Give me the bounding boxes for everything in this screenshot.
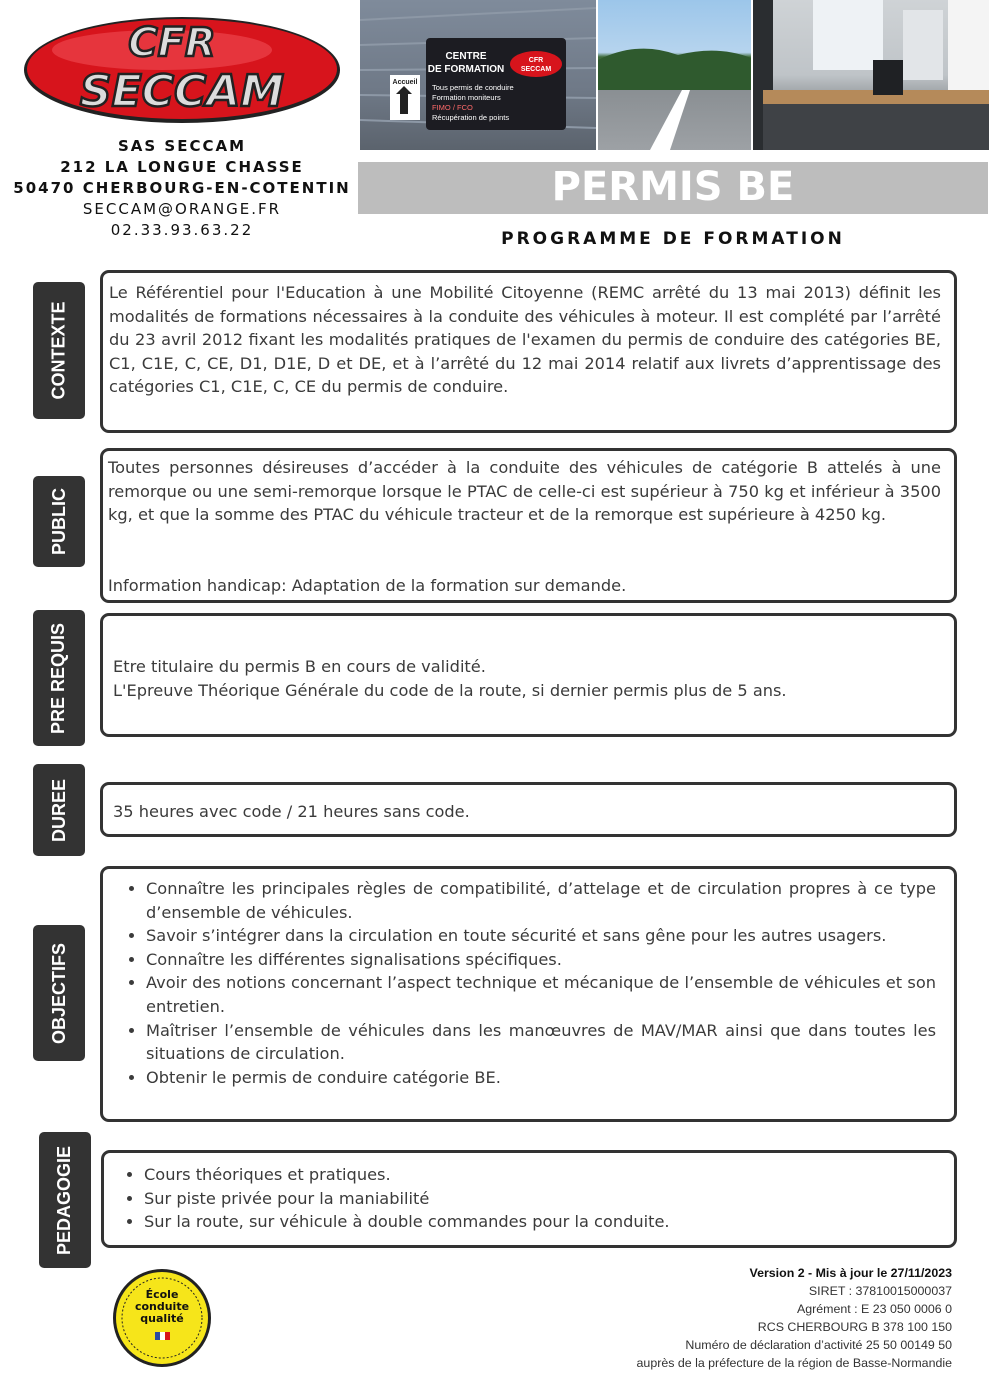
version-text: Version 2 - Mis à jour le 27/11/2023 <box>749 1266 952 1280</box>
objectif-item: • Avoir des notions concernant l’aspect technique et mécanique de l’ensemble de véhicules et son entretien. <box>146 971 936 1018</box>
sign-brand-2: SECCAM <box>520 66 552 73</box>
section-label-duree: DUREE <box>48 778 69 842</box>
section-tab-prerequis <box>33 610 85 746</box>
public-handicap-text: Information handicap: Adaptation de la formation sur demande. <box>108 576 627 595</box>
sign-title-2: DE FORMATION <box>427 64 505 75</box>
pedagogie-list <box>104 1163 944 1234</box>
sign-accueil-text: Accueil <box>392 79 418 86</box>
page-subtitle: PROGRAMME DE FORMATION <box>501 229 845 249</box>
prerequis-line-2: L'Epreuve Théorique Générale du code de la route, si dernier permis plus de 5 ans. <box>113 681 787 700</box>
section-tab-objectifs <box>33 925 85 1061</box>
flag-icon <box>155 1332 160 1340</box>
badge-text-2: conduite <box>134 1300 190 1313</box>
section-label-objectifs: OBJECTIFS <box>48 942 69 1044</box>
objectif-item: • Savoir s’intégrer dans la circulation en toute sécurité et sans gêne pour les autres usagers. <box>146 924 936 948</box>
siret-text: SIRET : 37810015000037 <box>808 1284 952 1298</box>
section-label-prerequis: PRE REQUIS <box>48 622 69 734</box>
sign-item-4: Récupération de points <box>432 113 510 122</box>
sign-item-3: FIMO / FCO <box>432 103 473 112</box>
photo-reception-office <box>753 0 989 150</box>
company-name: SAS SECCAM <box>117 137 247 155</box>
city-address: 50470 CHERBOURG-EN-COTENTIN <box>13 179 351 197</box>
cfr-seccam-logo <box>22 14 342 126</box>
badge-text-1: École <box>145 1288 179 1301</box>
section-box-duree <box>100 782 957 837</box>
public-text: Toutes personnes désireuses d’accéder à la conduite des véhicules de catégorie B attelés à une remorque ou une semi-remorque lorsque le PTAC de celle-ci est supérieur à 750 kg et inférieur à 3500 kg, et que la somme des PTAC du véhicule tracteur et de la remorque est supérieure à 4250 kg. <box>108 458 941 525</box>
sign-item-1: Tous permis de conduire <box>432 83 514 92</box>
logo-text-seccam: SECCAM <box>79 66 285 117</box>
section-box-pedagogie <box>101 1150 957 1248</box>
photo-driving-track <box>598 0 751 150</box>
section-box-prerequis <box>100 613 957 737</box>
contexte-text: Le Référentiel pour l'Education à une Mobilité Citoyenne (REMC arrêté du 13 mai 2013) définit les modalités de formations nécessaires à la conduite des véhicules à moteur. Il est complété par l’arrêté du 23 avril 2012 fixant les modalités pratiques de l'examen du permis de conduire des catégories BE, C1, C1E, C, CE, D1, D1E, D et DE, et à l’arrêté du 12 mai 2014 relatif aux livrets d’apprentissage des catégories C1, C1E, C, CE du permis de conduire. <box>109 283 941 397</box>
objectif-item: • Connaître les principales règles de compatibilité, d’attelage et de circulation propres à ce type d’ensemble de véhicules. <box>146 877 936 924</box>
badge-text-3: qualité <box>140 1312 184 1325</box>
objectifs-list <box>106 877 936 1089</box>
prerequis-line-1: Etre titulaire du permis B en cours de validité. <box>113 657 486 676</box>
agrement-text: Agrément : E 23 050 0006 0 <box>797 1302 952 1316</box>
pedagogie-item: • Cours théoriques et pratiques. <box>144 1163 944 1187</box>
section-label-public: PUBLIC <box>48 488 69 555</box>
section-box-objectifs <box>100 866 957 1122</box>
street-address: 212 LA LONGUE CHASSE <box>60 158 304 176</box>
sign-item-2: Formation moniteurs <box>432 93 501 102</box>
prefecture-text: auprès de la préfecture de la région de Basse-Normandie <box>636 1356 952 1370</box>
sign-brand-1: CFR <box>528 57 544 64</box>
section-box-contexte <box>100 270 957 433</box>
section-tab-contexte <box>33 282 85 419</box>
declaration-text: Numéro de déclaration d’activité 25 50 00149 50 <box>685 1338 952 1352</box>
rcs-text: RCS CHERBOURG B 378 100 150 <box>757 1320 952 1334</box>
section-label-contexte: CONTEXTE <box>48 301 69 400</box>
section-tab-public <box>33 476 85 567</box>
objectif-item: • Maîtriser l’ensemble de véhicules dans les manœuvres de MAV/MAR ainsi que dans toutes les situations de circulation. <box>146 1019 936 1066</box>
page-title: PERMIS BE <box>551 164 795 210</box>
title-banner <box>358 162 988 214</box>
logo-text-cfr: CFR <box>128 20 216 66</box>
section-box-public <box>100 448 957 603</box>
sign-title-1: CENTRE <box>445 51 487 62</box>
objectif-item: • Obtenir le permis de conduire catégorie BE. <box>146 1066 936 1090</box>
photo-building-sign <box>360 0 596 150</box>
phone-number[interactable]: 02.33.93.63.22 <box>110 221 254 239</box>
pedagogie-item: • Sur piste privée pour la maniabilité <box>144 1187 944 1211</box>
pedagogie-item: • Sur la route, sur véhicule à double commandes pour la conduite. <box>144 1210 944 1234</box>
section-label-pedagogie: PEDAGOGIE <box>54 1145 75 1255</box>
company-address-block <box>10 136 354 241</box>
objectif-item: • Connaître les différentes signalisations spécifiques. <box>146 948 936 972</box>
ecole-conduite-qualite-badge <box>112 1268 212 1368</box>
duree-text: 35 heures avec code / 21 heures sans code. <box>113 802 470 821</box>
section-tab-duree <box>33 764 85 856</box>
email-address[interactable]: SECCAM@ORANGE.FR <box>82 200 282 218</box>
footer-legal-info <box>637 1264 952 1372</box>
section-tab-pedagogie <box>39 1132 91 1268</box>
